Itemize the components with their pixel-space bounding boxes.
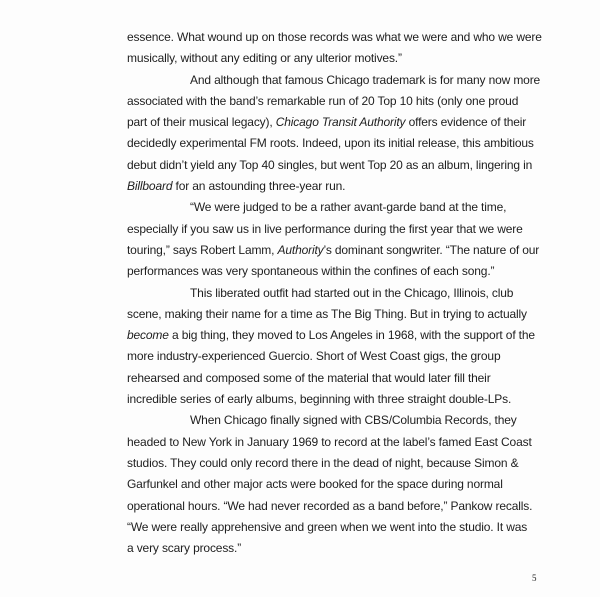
text-segment: operational hours. “We had never recorded as a band before,” Pankow recalls. bbox=[127, 498, 533, 513]
paragraph-first-line bbox=[127, 197, 547, 218]
text-segment: And although that famous Chicago trademark is for many now more bbox=[190, 72, 541, 87]
text-segment: incredible series of early albums, beginning with three straight double-LPs. bbox=[127, 392, 512, 407]
text-segment: essence. What wound up on those records was what we were and who we were bbox=[127, 30, 542, 44]
text-line bbox=[127, 453, 547, 474]
text-segment: for an astounding three-year run. bbox=[172, 179, 346, 194]
text-line bbox=[127, 91, 547, 112]
text-line bbox=[127, 304, 547, 325]
text-segment: This liberated outfit had started out in the Chicago, Illinois, club bbox=[190, 285, 514, 300]
text-segment: Garfunkel and other major acts were booked for the space during normal bbox=[127, 477, 503, 492]
text-segment: When Chicago finally signed with CBS/Columbia Records, they bbox=[190, 413, 517, 428]
text-segment: part of their musical legacy), bbox=[127, 115, 276, 130]
text-segment: debut didn’t yield any Top 40 singles, but went Top 20 as an album, lingering in bbox=[127, 157, 533, 172]
text-segment: especially if you saw us in live performance during the first year that we were bbox=[127, 221, 523, 236]
text-segment: rehearsed and composed some of the material that would later fill their bbox=[127, 370, 491, 385]
text-line bbox=[127, 432, 547, 453]
italic-title: Billboard bbox=[127, 179, 173, 194]
text-segment: musically, without any editing or any ulterior motives.” bbox=[127, 51, 402, 66]
text-line bbox=[127, 368, 547, 389]
text-line bbox=[127, 538, 547, 559]
text-line bbox=[127, 176, 547, 197]
body-text bbox=[127, 27, 547, 559]
text-line bbox=[127, 27, 547, 48]
text-segment: decidedly experimental FM roots. Indeed, upon its initial release, this ambitious bbox=[127, 136, 534, 151]
text-line bbox=[127, 474, 547, 495]
text-line bbox=[127, 48, 547, 69]
text-line bbox=[127, 219, 547, 240]
italic-title: become bbox=[127, 328, 169, 343]
text-segment: more industry-experienced Guercio. Short of West Coast gigs, the group bbox=[127, 349, 501, 364]
text-segment: “We were judged to be a rather avant-garde band at the time, bbox=[190, 200, 507, 215]
text-segment: “We were really apprehensive and green when we went into the studio. It was bbox=[127, 519, 528, 534]
text-segment: scene, making their name for a time as The Big Thing. But in trying to actually bbox=[127, 306, 527, 321]
paragraph-first-line bbox=[127, 70, 547, 91]
text-line bbox=[127, 261, 547, 282]
text-line bbox=[127, 496, 547, 517]
page-number: 5 bbox=[532, 573, 537, 583]
text-segment: a very scary process.” bbox=[127, 541, 242, 556]
text-segment: a big thing, they moved to Los Angeles in 1968, with the support of the bbox=[168, 328, 535, 343]
text-line bbox=[127, 112, 547, 133]
text-line bbox=[127, 325, 547, 346]
text-segment: touring,” says Robert Lamm, bbox=[127, 242, 278, 257]
text-segment: performances was very spontaneous within the confines of each song.” bbox=[127, 264, 495, 279]
paragraph-first-line bbox=[127, 283, 547, 304]
text-line bbox=[127, 389, 547, 410]
text-segment: studios. They could only record there in the dead of night, because Simon & bbox=[127, 455, 519, 470]
text-line bbox=[127, 346, 547, 367]
text-line bbox=[127, 155, 547, 176]
italic-title: Authority bbox=[277, 242, 324, 257]
italic-title: Chicago Transit Authority bbox=[275, 115, 406, 130]
text-line bbox=[127, 133, 547, 154]
text-segment: ’s dominant songwriter. “The nature of our bbox=[323, 242, 540, 257]
paragraph-first-line bbox=[127, 410, 547, 431]
text-line bbox=[127, 240, 547, 261]
text-segment: headed to New York in January 1969 to record at the label’s famed East Coast bbox=[127, 434, 532, 449]
text-segment: offers evidence of their bbox=[405, 115, 527, 130]
text-segment: associated with the band’s remarkable run of 20 Top 10 hits (only one proud bbox=[127, 93, 519, 108]
text-line bbox=[127, 517, 547, 538]
